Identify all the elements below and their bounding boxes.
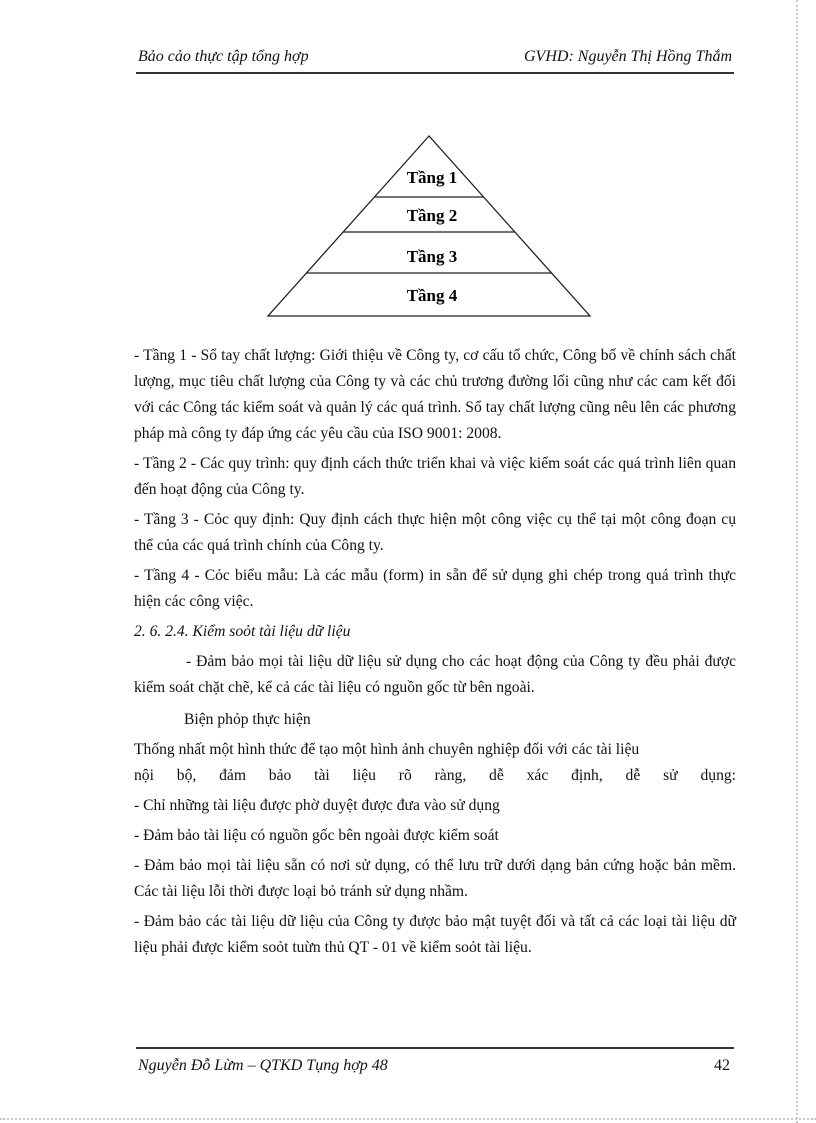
- paragraph-approved-docs: - Chỉ những tài liệu được phờ duyệt được đưa vào sử dụng: [134, 797, 500, 814]
- document-pyramid-diagram: [266, 134, 592, 318]
- page-footer: [136, 1047, 734, 1079]
- paragraph-tier-2: - Tầng 2 - Các quy trình: quy định cách thức triển khai và việc kiểm soát các quá trình liên quan đến hoạt động của Công ty.: [134, 455, 736, 498]
- pyramid-svg: [266, 134, 592, 318]
- page-number: 42: [714, 1057, 730, 1074]
- paragraph-tier-4: - Tầng 4 - Cỏc biểu mẫu: Là các mẫu (form) in sẵn để sử dụng ghi chép trong quá trình thực hiện các công việc.: [134, 567, 736, 610]
- paragraph-control-objective: - Đảm bảo mọi tài liệu dữ liệu sử dụng cho các hoạt động của Công ty đều phải được kiểm soát chặt chẽ, kể cả các tài liệu có nguồn gốc từ bên ngoài.: [134, 653, 736, 696]
- paragraph-availability: - Đảm bảo mọi tài liệu sẵn có nơi sử dụng, có thể lưu trữ dưới dạng bản cứng hoặc bản mềm. Các tài liệu lỗi thời được loại bỏ tránh sử dụng nhầm.: [134, 857, 736, 900]
- paragraph-external-docs: - Đảm bảo tài liệu có nguồn gốc bên ngoài được kiểm soát: [134, 827, 499, 844]
- section-heading: 2. 6. 2.4. Kiểm soỏt tài liệu dữ liệu: [134, 623, 351, 640]
- document-body: [134, 343, 736, 965]
- page-border-right: [796, 0, 798, 1123]
- pyramid-tier-3: Tầng 3: [406, 247, 458, 266]
- pyramid-tier-1: Tầng 1: [406, 168, 458, 187]
- paragraph-confidentiality: - Đảm bảo các tài liệu dữ liệu của Công ty được bảo mật tuyệt đối và tất cả các loại tài liệu dữ liệu phải được kiểm soỏt tuừn thủ QT - 01 về kiểm soỏt tài liệu.: [134, 913, 736, 956]
- header-report-title: Bảo cảo thực tập tổng hợp: [138, 48, 309, 65]
- paragraph-unify-line-2: nội bộ, đảm bảo tài liệu rõ ràng, dễ xác định, dễ sử dụng:: [134, 767, 736, 784]
- paragraph-unify-line-1: Thống nhất một hình thức để tạo một hình ảnh chuyên nghiệp đối với các tài liệu: [134, 741, 640, 758]
- paragraph-tier-1: - Tầng 1 - Sổ tay chất lượng: Giới thiệu về Công ty, cơ cấu tổ chức, Công bố về chính sách chất lượng, mục tiêu chất lượng của Công ty và các chủ trương đường lối cũng như các cam kết đối với các Công tác kiểm soát và quản lý các quá trình. Sổ tay chất lượng cũng nêu lên các phương pháp mà công ty đáp ứng các yêu cầu của ISO 9001: 2008.: [134, 347, 736, 442]
- page-header: [136, 48, 734, 74]
- pyramid-tier-2: Tầng 2: [406, 206, 458, 225]
- header-supervisor: GVHD: Nguyễn Thị Hồng Thắm: [524, 48, 732, 65]
- page-border-bottom: [0, 1118, 816, 1120]
- footer-author: Nguyễn Đỗ Lừm – QTKD Tụng hợp 48: [138, 1057, 388, 1074]
- pyramid-tier-4: Tầng 4: [406, 286, 458, 305]
- paragraph-measures-title: Biện phỏp thực hiện: [184, 711, 311, 728]
- paragraph-tier-3: - Tầng 3 - Cỏc quy định: Quy định cách thực hiện một công việc cụ thể tại một công đoạn cụ thể của các quá trình chính của Công ty.: [134, 511, 736, 554]
